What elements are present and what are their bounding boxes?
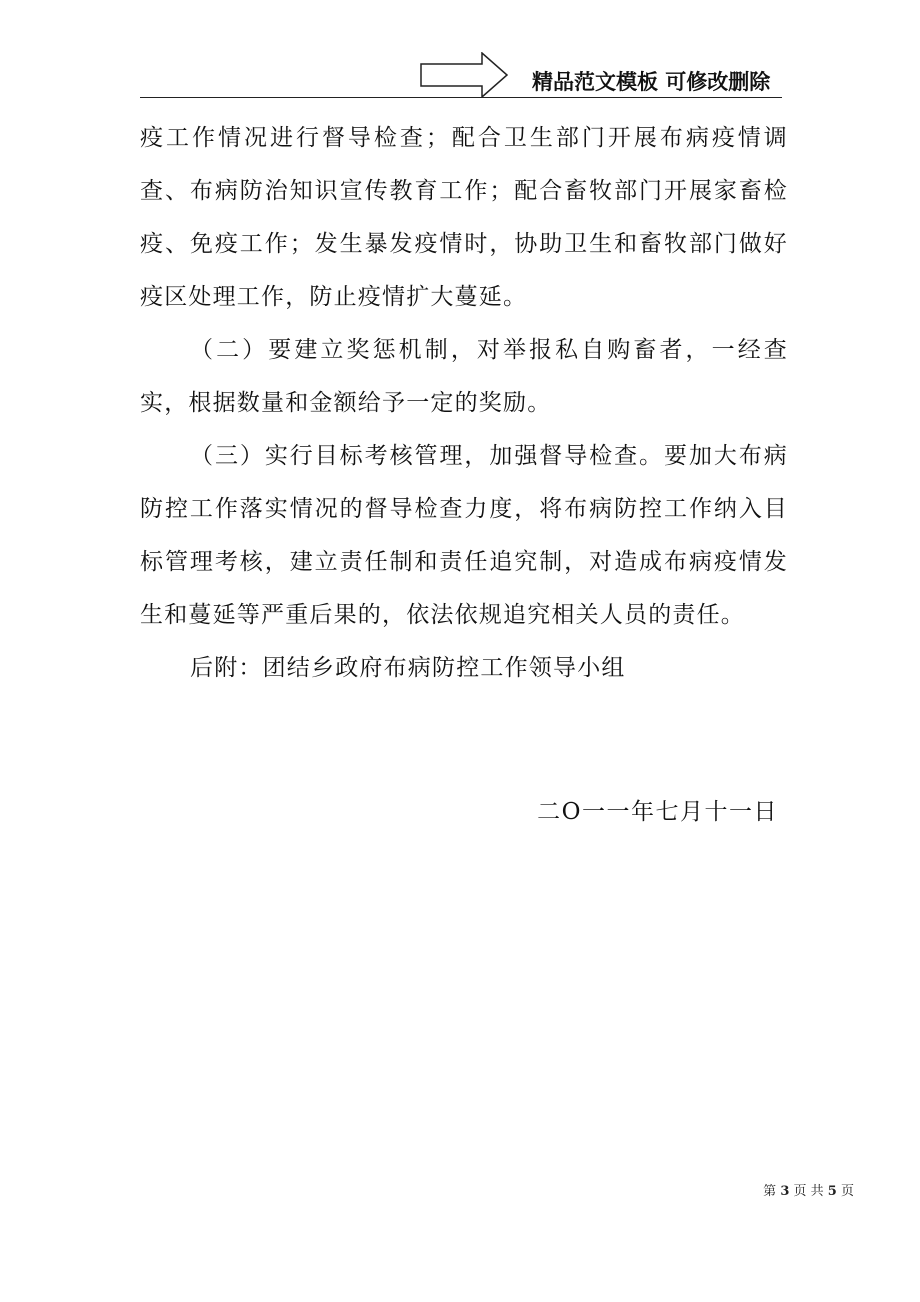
document-date: 二O一一年七月十一日 (537, 799, 778, 825)
footer-prefix: 第 (763, 1184, 777, 1199)
document-body (140, 112, 788, 642)
paragraph-1: 疫工作情况进行督导检查；配合卫生部门开展布病疫情调查、布病防治知识宣传教育工作；配合畜牧部门开展家畜检疫、免疫工作；发生暴发疫情时，协助卫生和畜牧部门做好疫区处理工作，防止疫情扩大蔓延。 (140, 125, 788, 310)
attachment-note: 后附：团结乡政府布病防控工作领导小组 (190, 655, 626, 681)
footer-suffix: 页 (840, 1184, 854, 1199)
paragraph-2: （二）要建立奖惩机制，对举报私自购畜者，一经查实，根据数量和金额给予一定的奖励。 (140, 337, 788, 416)
paragraph-3: （三）实行目标考核管理，加强督导检查。要加大布病防控工作落实情况的督导检查力度，将布病防控工作纳入目标管理考核，建立责任制和责任追究制，对造成布病疫情发生和蔓延等严重后果的，依法依规追究相关人员的责任。 (140, 443, 788, 628)
right-arrow-icon (420, 52, 508, 98)
total-page-number: 5 (827, 1184, 837, 1199)
header-title: 精品范文模板 可修改删除 (532, 70, 771, 94)
footer-middle: 页 共 (793, 1184, 824, 1199)
header-divider (140, 97, 782, 98)
page-footer (763, 1180, 854, 1199)
current-page-number: 3 (780, 1184, 790, 1199)
